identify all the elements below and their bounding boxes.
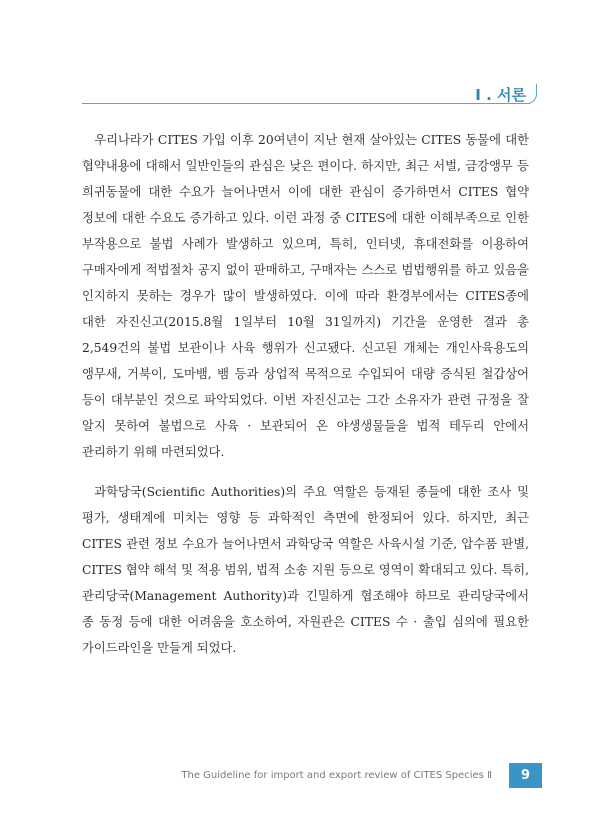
header-bracket [524, 84, 537, 104]
header-rule [82, 103, 530, 104]
paragraph-2: 과학당국(Scientific Authorities)의 주요 역할은 등재된 종들에 대한 조사 및 평가, 생태계에 미치는 영향 등 과학적인 측면에 한정되어 있다. 하지만, 최근 CITES 관련 정보 수요가 늘어나면서 과학당국 역할은 사육시설 기준, 압수품 판별, CITES 협약 해석 및 적용 범위, 법적 소송 지원 등으로 영역이 확대되고 있다. 특히, 관리당국(Management Authority)과 긴밀하게 협조해야 하므로 관리당국에서 종 동정 등에 대한 어려움을 호소하여, 자원관은 CITES 수 · 출입 심의에 필요한 가이드라인을 만들게 되었다. [82, 485, 529, 655]
page-number: 9 [509, 763, 542, 788]
paragraph-1: 우리나라가 CITES 가입 이후 20여년이 지난 현재 살아있는 CITES 동물에 대한 협약내용에 대해서 일반인들의 관심은 낮은 편이다. 하지만, 최근 서벌, 금강앵무 등 희귀동물에 대한 수요가 늘어나면서 이에 대한 관심이 증가하면서 CITES 협약 정보에 대한 수요도 증가하고 있다. 이런 과정 중 CITES에 대한 이해부족으로 인한 부작용으로 불법 사례가 발생하고 있으며, 특히, 인터넷, 휴대전화를 이용하여 구매자에게 적법절차 공지 없이 판매하고, 구매자는 스스로 범법행위를 하고 있음을 인지하지 못하는 경우가 많이 발생하였다. 이에 따라 환경부에서는 CITES종에 대한 자진신고(2015.8월 1일부터 10월 31일까지) 기간을 운영한 결과 총 2,549건의 불법 보관이나 사육 행위가 신고됐다. 신고된 개체는 개인사육용도의 앵무새, 거북이, 도마뱀, 뱀 등과 상업적 목적으로 수입되어 대량 증식된 철갑상어 등이 대부분인 것으로 파악되었다. 이번 자진신고는 그간 소유자가 관련 규정을 잘 알지 못하여 불법으로 사육 · 보관되어 온 야생생물들을 법적 테두리 안에서 관리하기 위해 마련되었다. [82, 133, 529, 459]
body-text [82, 127, 529, 675]
section-title: I . 서론 [475, 86, 526, 104]
footer-book-title: The Guideline for import and export review of CITES Species Ⅱ [181, 770, 492, 781]
